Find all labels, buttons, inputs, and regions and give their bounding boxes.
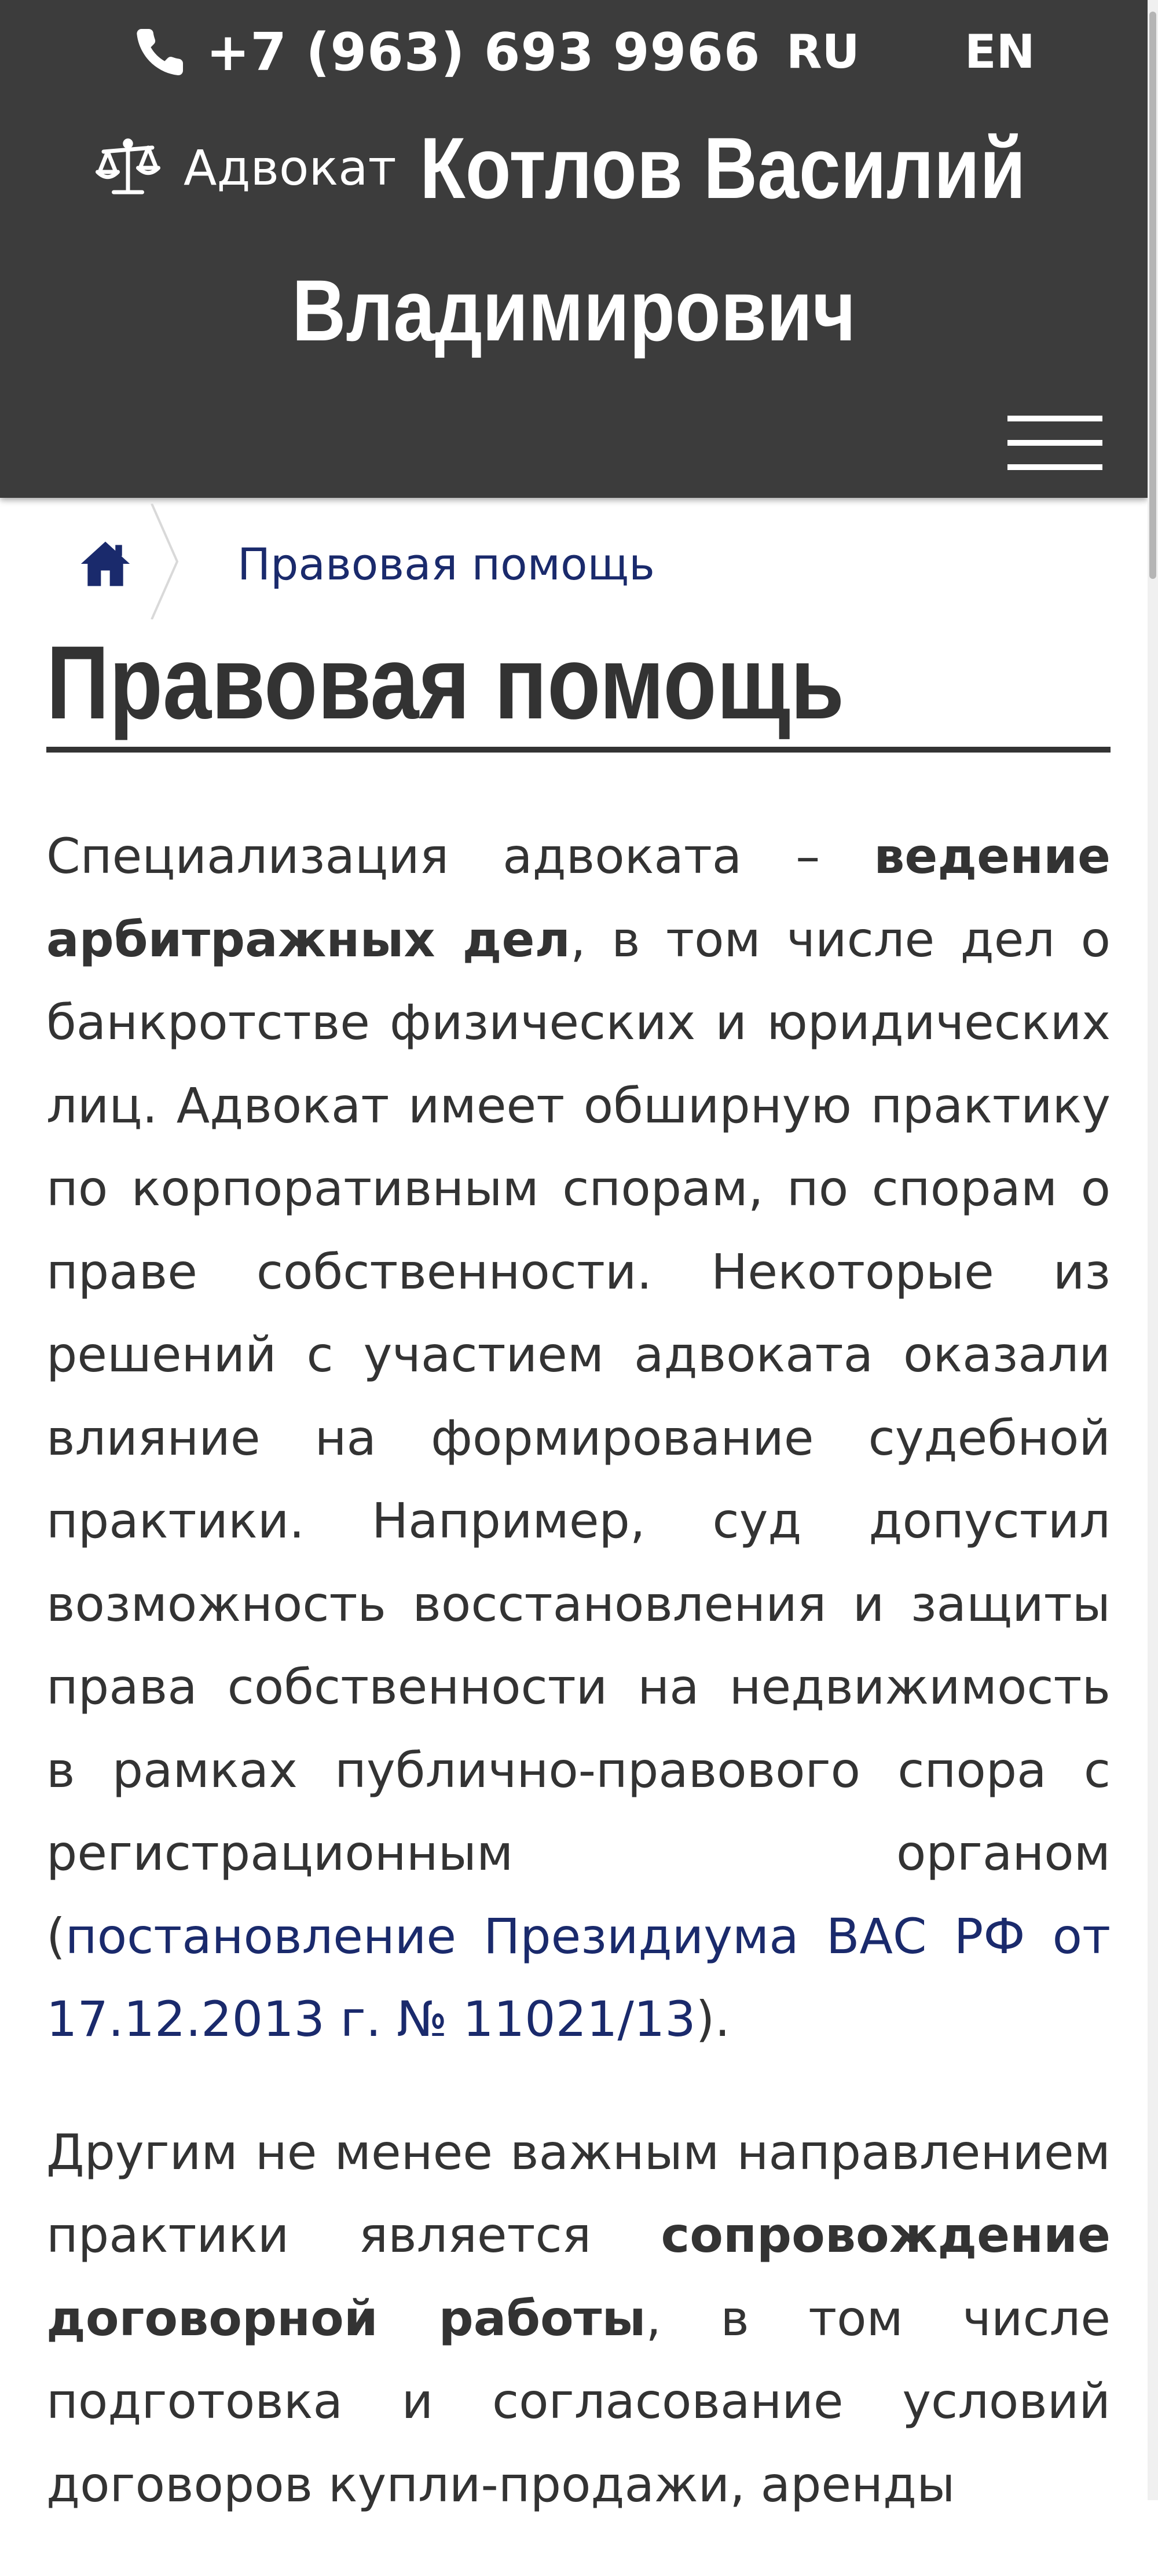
breadcrumb-current[interactable]: Правовая помощь [237, 538, 655, 590]
breadcrumb-separator [147, 504, 182, 619]
breadcrumb [0, 504, 1148, 619]
text: , в том числе подготовка и согласование условий договоров купли-продажи, аренды [46, 2289, 1111, 2513]
language-ru-link[interactable]: RU [786, 25, 860, 79]
paragraph-2 [46, 2111, 1111, 2527]
site-name: Котлов Василий [419, 119, 1026, 216]
site-role: Адвокат [184, 140, 397, 196]
site-title-line1[interactable] [96, 110, 1124, 226]
scrollbar-thumb[interactable] [1149, 12, 1156, 579]
court-ruling-link[interactable]: постановление Президиума ВАС РФ от 17.12.2013 г. № 11021/13 [46, 1907, 1111, 2047]
bold-text: ведение арбитражных дел [46, 828, 1111, 968]
phone-number: +7 (963) 693 9966 [206, 21, 761, 83]
phone-link[interactable] [132, 17, 761, 87]
scales-of-justice-icon [96, 135, 160, 200]
bold-text: сопровождение договорной работы [46, 2207, 1111, 2347]
site-name-line2: Владимирович [292, 262, 856, 359]
main-content [46, 815, 1111, 2576]
text: Специализация адвоката – [46, 828, 874, 885]
paragraph-1 [46, 815, 1111, 2061]
language-en-link[interactable]: EN [965, 25, 1035, 79]
page-title-text: Правовая помощь [46, 625, 845, 741]
text: , в том числе дел о банкротстве физических и юридических лиц. Адвокат имеет обширную практику по корпоративным спорам, по спорам о праве собственности. Некоторые из решений с участием адвоката оказали влияние на формирование судебной практики. Например, суд допустил возможность восстановления и защиты права собственности на недвижимость в рамках публично-правового спора с регистрационным органом ( [46, 911, 1111, 1965]
hamburger-menu-icon[interactable] [1007, 416, 1102, 470]
phone-icon [132, 24, 188, 80]
page-scrollbar[interactable] [1148, 0, 1158, 2500]
text: ). [695, 1991, 731, 2047]
page-title [46, 619, 1111, 753]
site-header [0, 0, 1148, 498]
text: Другим не менее важным направлением практики является [46, 2123, 1111, 2263]
site-title-line2[interactable] [0, 260, 1148, 361]
home-icon[interactable] [79, 537, 132, 590]
